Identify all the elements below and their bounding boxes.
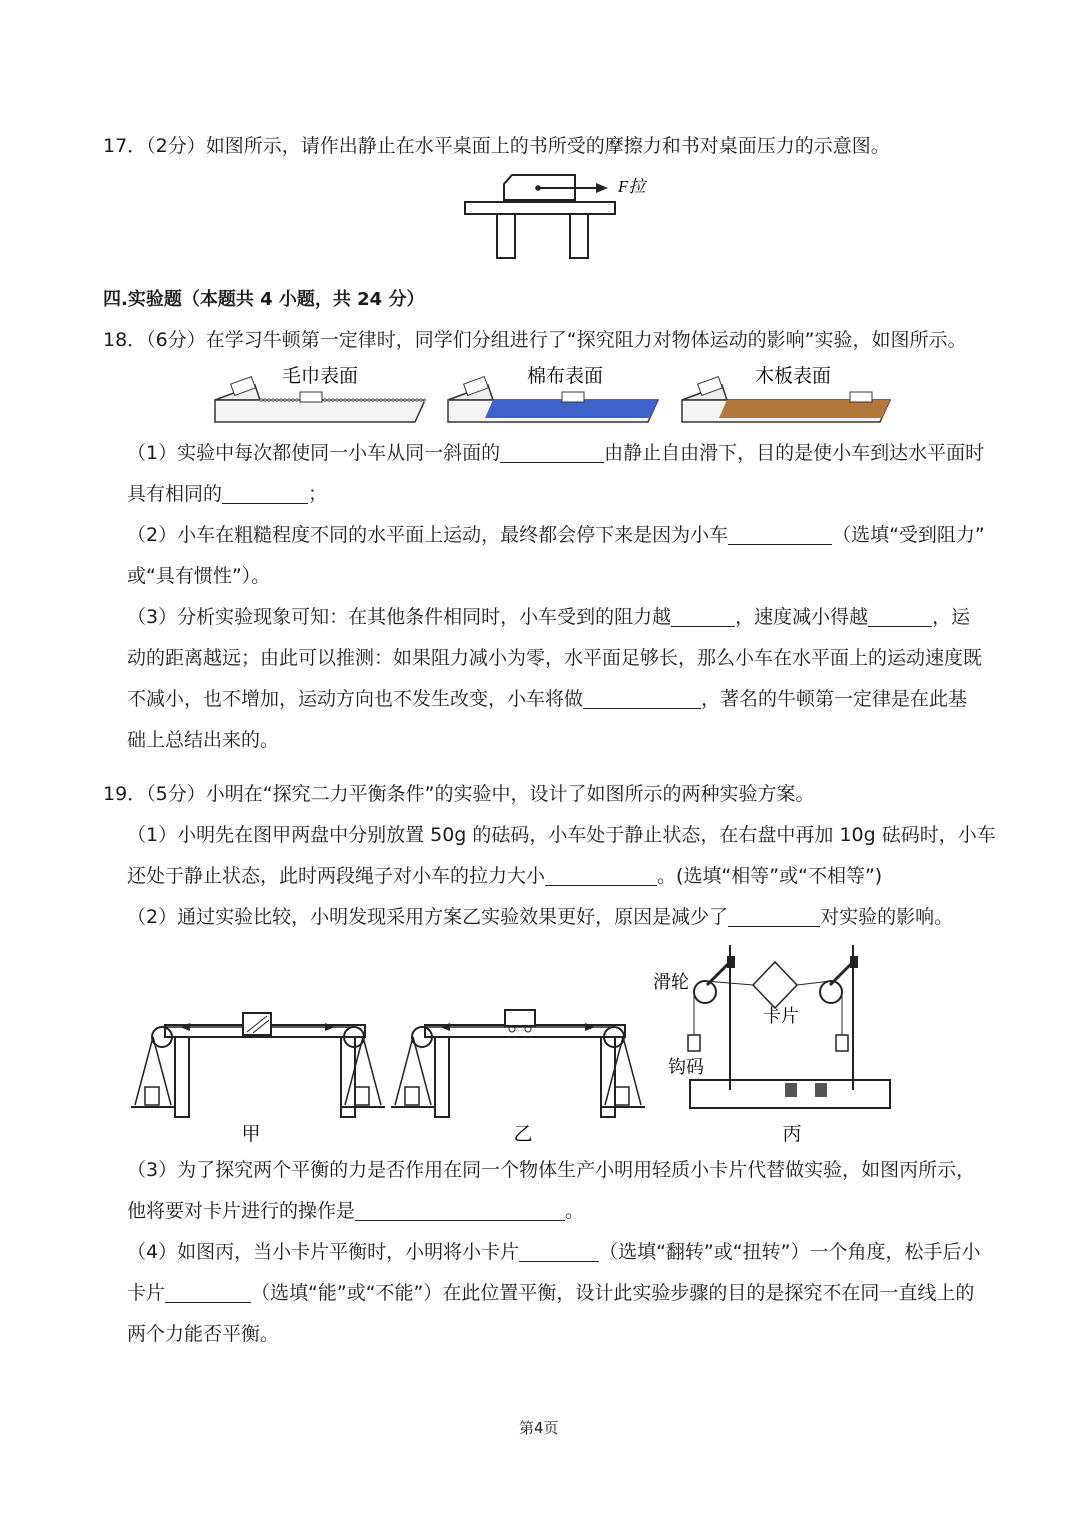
q18-blank-6[interactable] [583,688,701,709]
q19-p3-line2: 他将要对卡片进行的操作是 。 [127,1200,585,1222]
q18-p1-line2: 具有相同的 ； [127,483,328,505]
q18-blank-3[interactable] [728,524,832,545]
q18-blank-2[interactable] [222,483,308,504]
fig-jia [131,1013,385,1145]
q18-blank-4[interactable] [671,606,735,627]
q19-p4-line1: （4）如图丙，当小卡片平衡时，小明将小卡片 （选填“翻转”或“扭转”）一个角度，松手后小 [127,1241,981,1263]
fig-yi [391,1010,645,1145]
q19-blank-5[interactable] [165,1282,251,1303]
q18-intro: 18．（6分）在学习牛顿第一定律时，同学们分组进行了“探究阻力对物体运动的影响”实验，如图所示。 [103,329,967,351]
q19-blank-3[interactable] [355,1200,565,1221]
q18-p2-line2: 或“具有惯性”）。 [127,565,271,587]
force-label: F拉 [618,177,646,196]
q18-p3-line1: （3）分析实验现象可知：在其他条件相同时，小车受到的阻力越 ，速度减小得越 ，运 [127,606,971,628]
surface-label-wood: 木板表面 [754,365,832,387]
q18-p3-line4: 础上总结出来的。 [127,729,280,751]
fig-bing [653,945,890,1145]
q18-p3-line3: 不减小，也不增加，运动方向也不发生改变，小车将做 ，著名的牛顿第一定律是在此基 [127,688,968,710]
surface-label-towel: 毛巾表面 [281,365,359,387]
label-weight: 钩码 [668,1057,704,1078]
q19-blank-2[interactable] [728,906,820,927]
q19-p2-line1: （2）通过实验比较，小明发现采用方案乙实验效果更好，原因是减少了 对实验的影响。 [127,906,954,928]
q19-intro: 19．（5分）小明在“探究二力平衡条件”的实验中，设计了如图所示的两种实验方案。 [103,783,815,805]
q19-p4-line2: 卡片 （选填“能”或“不能”）在此位置平衡，设计此实验步骤的目的是探究不在同一直线上的 [127,1282,975,1304]
label-bing: 丙 [782,1123,802,1145]
label-card: 卡片 [763,1006,799,1027]
label-yi: 乙 [513,1123,533,1145]
q19-blank-4[interactable] [519,1241,599,1262]
q18-blank-1[interactable] [500,442,604,463]
label-jia: 甲 [241,1123,261,1145]
q19-p3-line1: （3）为了探究两个平衡的力是否作用在同一个物体生产小明用轻质小卡片代替做实验，如图丙所示， [127,1159,976,1181]
q18-p3-line2: 动的距离越远；由此可以推测：如果阻力减小为零，水平面足够长，那么小车在水平面上的运动速度既 [127,647,983,669]
q19-p1-line2: 还处于静止状态，此时两段绳子对小车的拉力大小 。(选填“相等”或“不相等”) [127,865,883,887]
book-on-table-figure [460,172,660,262]
section-title: 四.实验题（本题共 4 小题，共 24 分） [103,289,425,310]
q18-p2-line1: （2）小车在粗糙程度不同的水平面上运动，最终都会停下来是因为小车 （选填“受到阻力” [127,524,985,546]
q19-p4-line3: 两个力能否平衡。 [127,1323,280,1345]
label-pulley: 滑轮 [653,972,689,993]
q18-blank-5[interactable] [868,606,932,627]
page-number: 第4页 [519,1419,559,1437]
q17-text: 17．（2分）如图所示，请作出静止在水平桌面上的书所受的摩擦力和书对桌面压力的示意图。 [103,135,890,157]
two-force-balance-figure [125,940,905,1150]
q19-blank-1[interactable] [545,865,657,886]
q19-p1-line1: （1）小明先在图甲两盘中分别放置 50g 的砝码，小车处于静止状态，在右盘中再加 10g 砝码时，小车 [127,824,996,846]
q18-p1-line1: （1）实验中每次都使同一小车从同一斜面的 由静止自由滑下，目的是使小车到达水平面时 [127,442,985,464]
surfaces-figure [210,360,910,435]
surface-label-cotton: 棉布表面 [526,365,604,387]
